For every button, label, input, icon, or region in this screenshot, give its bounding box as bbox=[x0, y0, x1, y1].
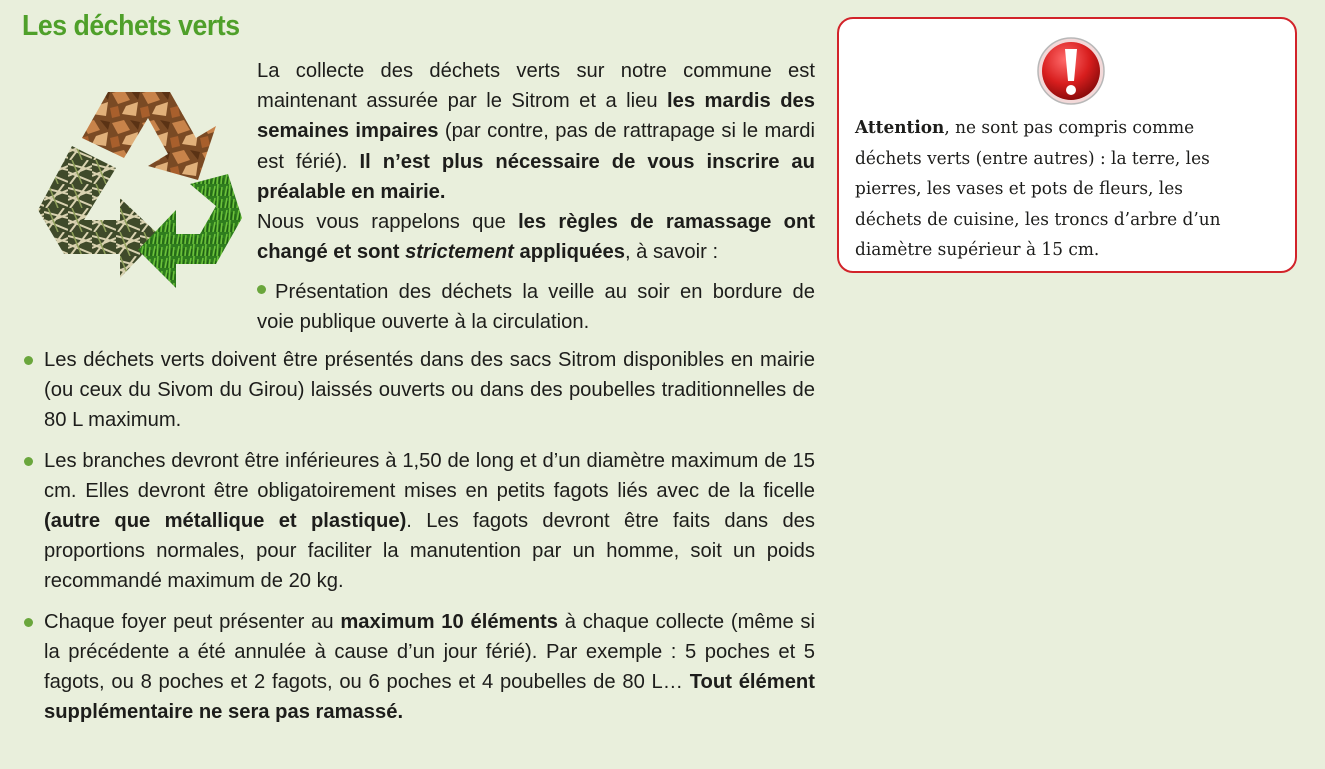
bullet-icon bbox=[24, 356, 33, 365]
page-title: Les déchets verts bbox=[22, 10, 240, 42]
warning-box bbox=[837, 17, 1297, 273]
intro-paragraph-2: Nous vous rappelons que les règles de ramassage ont changé et sont strictement appliquées, à savoir : bbox=[257, 211, 815, 264]
bullet-icon bbox=[24, 618, 33, 627]
list-item: Présentation des déchets la veille au soir en bordure de voie publique ouverte à la circulation. bbox=[257, 281, 815, 334]
bullet-icon bbox=[257, 285, 266, 294]
warning-text: Attention, ne sont pas compris comme déchets verts (entre autres) : la terre, les pierres, les vases et pots de fleurs, les déchets de cuisine, les troncs d’arbre d’un diamètre supérieur à 15 cm. bbox=[855, 117, 1221, 260]
rules-list bbox=[22, 345, 815, 737]
list-item: Les déchets verts doivent être présentés dans des sacs Sitrom disponibles en mairie (ou ceux du Sivom du Girou) laissés ouverts ou dans des poubelles traditionnelles de 80 L maximum. bbox=[22, 345, 815, 436]
list-item: Les branches devront être inférieures à 1,50 de long et d’un diamètre maximum de 15 cm. Elles devront être obligatoirement mises en petits fagots liés avec de la ficelle (autre que métallique et plastique). Les fagots devront être faits dans des proportions normales, pour faciliter la manutention par un homme, soit un poids recommandé maximum de 20 kg. bbox=[22, 446, 815, 597]
list-item: Chaque foyer peut présenter au maximum 10 éléments à chaque collecte (même si la précédente a été annulée à cause d’un jour férié). Par exemple : 5 poches et 5 fagots, ou 8 poches et 2 fagots, ou 6 poches et 4 poubelles de 80 L… Tout élément supplémentaire ne sera pas ramassé. bbox=[22, 607, 815, 728]
recycle-icon bbox=[20, 88, 246, 310]
exclamation-icon bbox=[1035, 35, 1107, 107]
bullet-icon bbox=[24, 457, 33, 466]
intro-text bbox=[257, 56, 815, 267]
intro-paragraph-1: La collecte des déchets verts sur notre commune est maintenant assurée par le Sitrom et a lieu les mardis des semaines impaires (par contre, pas de rattrapage si le mardi est férié). Il n’est plus nécessaire de vous inscrire au préalable en mairie. bbox=[257, 60, 815, 203]
